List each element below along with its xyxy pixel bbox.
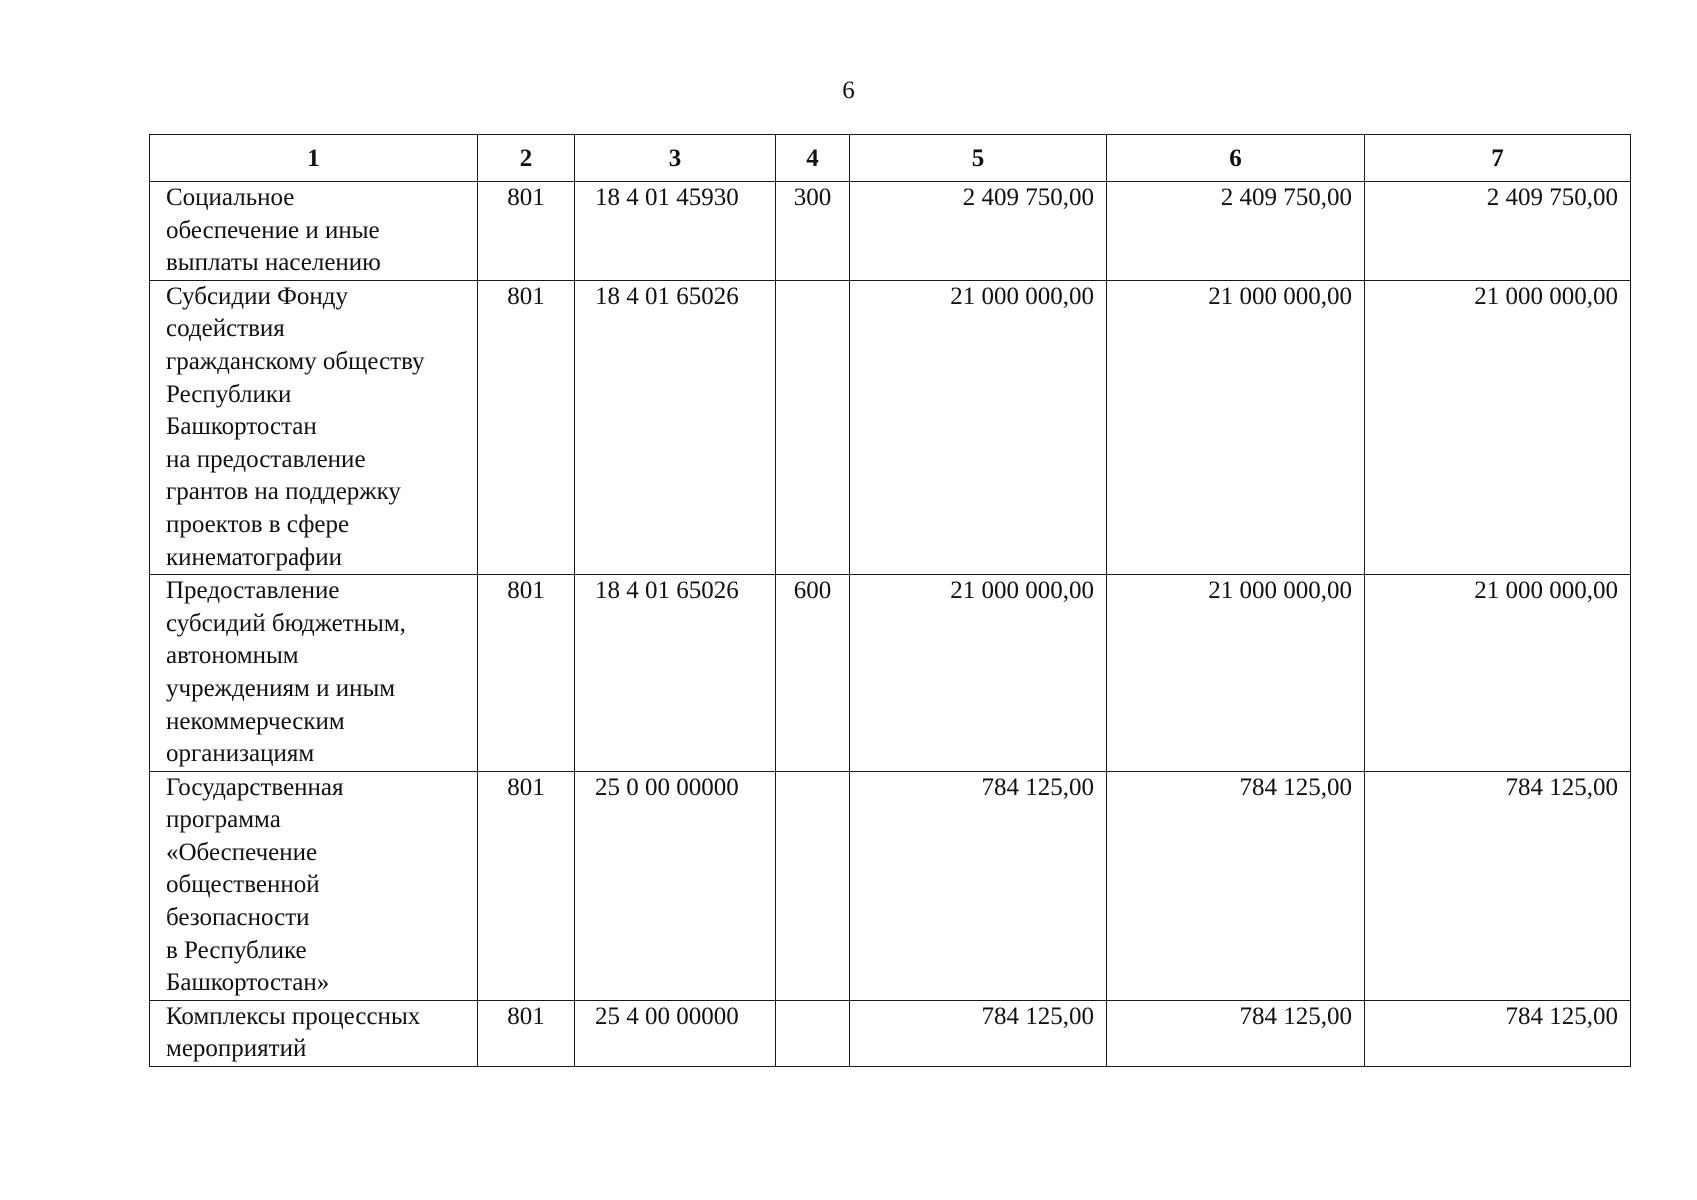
name-line: выплаты населению (166, 249, 381, 277)
col6-cell: 784 125,00 (1107, 1000, 1365, 1066)
header-cell-1: 1 (150, 135, 478, 182)
col7-cell: 784 125,00 (1365, 1000, 1631, 1066)
page-number: 6 (842, 77, 855, 104)
name-line: обеспечение и иные (166, 216, 380, 244)
name-line: в Республике (166, 936, 307, 964)
name-line: Предоставление (166, 577, 340, 605)
col3-cell: 18 4 01 65026 (575, 575, 776, 772)
col4-cell: 600 (776, 575, 850, 772)
header-cell-6: 6 (1107, 135, 1365, 182)
name-line: Башкортостан» (166, 969, 330, 997)
col3-cell: 18 4 01 65026 (575, 280, 776, 574)
name-line: программа (166, 806, 281, 834)
name-line: грантов на поддержку (166, 478, 401, 506)
col3-cell: 18 4 01 45930 (575, 182, 776, 281)
name-line: безопасности (166, 904, 310, 932)
name-line: мероприятий (166, 1035, 307, 1063)
name-line: кинематографии (166, 543, 343, 571)
col3-cell: 25 4 00 00000 (575, 1000, 776, 1066)
name-line: Башкортостан (166, 413, 317, 441)
col4-cell (776, 280, 850, 574)
col6-cell: 21 000 000,00 (1107, 280, 1365, 574)
name-line: общественной (166, 871, 320, 899)
col7-cell: 2 409 750,00 (1365, 182, 1631, 281)
row-name-cell (150, 182, 478, 281)
name-line: гражданскому обществу (166, 347, 425, 375)
name-line: на предоставление (166, 445, 366, 473)
name-line: проектов в сфере (166, 510, 350, 538)
name-line: автономным (166, 642, 299, 670)
col4-cell: 300 (776, 182, 850, 281)
col2-cell: 801 (478, 575, 575, 772)
col3-cell: 25 0 00 00000 (575, 771, 776, 1000)
name-line: Республики (166, 380, 292, 408)
name-line: учреждениям и иным (166, 674, 396, 702)
name-line: Комплексы процессных (166, 1002, 421, 1030)
col5-cell: 21 000 000,00 (850, 280, 1107, 574)
name-line: Государственная (166, 773, 344, 801)
table-row (150, 182, 1631, 281)
col4-cell (776, 1000, 850, 1066)
col7-cell: 21 000 000,00 (1365, 575, 1631, 772)
col2-cell: 801 (478, 1000, 575, 1066)
table-row (150, 280, 1631, 574)
header-cell-7: 7 (1365, 135, 1631, 182)
name-line: организациям (166, 740, 315, 768)
col6-cell: 784 125,00 (1107, 771, 1365, 1000)
name-line: субсидий бюджетным, (166, 609, 406, 637)
col6-cell: 21 000 000,00 (1107, 575, 1365, 772)
col6-cell: 2 409 750,00 (1107, 182, 1365, 281)
col7-cell: 784 125,00 (1365, 771, 1631, 1000)
name-line: некоммерческим (166, 707, 345, 735)
header-cell-2: 2 (478, 135, 575, 182)
header-cell-3: 3 (575, 135, 776, 182)
name-line: Социальное (166, 184, 295, 211)
header-row (150, 135, 1631, 182)
row-name-cell (150, 771, 478, 1000)
col2-cell: 801 (478, 280, 575, 574)
col5-cell: 784 125,00 (850, 1000, 1107, 1066)
col5-cell: 784 125,00 (850, 771, 1107, 1000)
budget-table (149, 134, 1631, 1067)
name-line: «Обеспечение (166, 838, 318, 866)
name-line: содействия (166, 315, 285, 343)
table-row (150, 575, 1631, 772)
col5-cell: 21 000 000,00 (850, 575, 1107, 772)
header-cell-5: 5 (850, 135, 1107, 182)
row-name-cell (150, 280, 478, 574)
table-row (150, 1000, 1631, 1066)
header-cell-4: 4 (776, 135, 850, 182)
col7-cell: 21 000 000,00 (1365, 280, 1631, 574)
row-name-cell (150, 1000, 478, 1066)
table-row (150, 771, 1631, 1000)
col2-cell: 801 (478, 182, 575, 281)
col4-cell (776, 771, 850, 1000)
name-line: Субсидии Фонду (166, 282, 348, 310)
col2-cell: 801 (478, 771, 575, 1000)
col5-cell: 2 409 750,00 (850, 182, 1107, 281)
row-name-cell (150, 575, 478, 772)
